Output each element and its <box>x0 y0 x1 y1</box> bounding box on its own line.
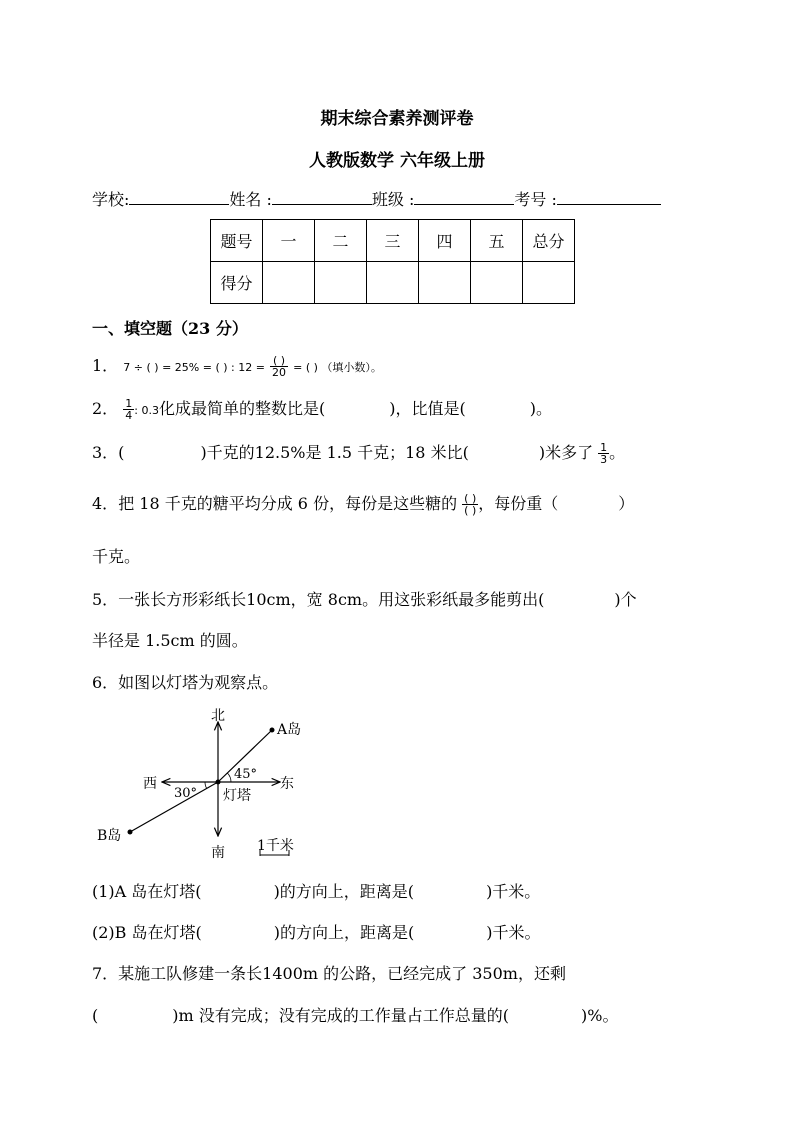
question-4-cont: 千克。 <box>92 547 141 566</box>
score-table <box>210 219 575 304</box>
question-number: 4． <box>92 494 119 513</box>
exam-no-label: 考号 : <box>514 190 557 209</box>
class-label: 班级 : <box>371 190 415 209</box>
q6-2-text: (2)B 岛在灯塔( <box>92 923 202 942</box>
score-cell[interactable] <box>315 262 367 304</box>
score-cell[interactable] <box>523 262 575 304</box>
table-cell: 三 <box>367 220 419 262</box>
q1-expression: 7 ÷ ( ) = 25% = ( ) : 12 = <box>123 361 265 374</box>
a-island-point <box>270 728 275 733</box>
q7-text-3: )%。 <box>581 1006 619 1025</box>
q6-1-text-3: )千米。 <box>486 882 541 901</box>
table-cell: 五 <box>471 220 523 262</box>
q6-2-text-3: )千米。 <box>486 923 541 942</box>
question-6: 6．如图以灯塔为观察点。 <box>92 673 279 692</box>
score-cell[interactable] <box>367 262 419 304</box>
table-cell: 一 <box>263 220 315 262</box>
fraction-denominator: 20 <box>272 366 287 379</box>
q1-fraction <box>270 355 288 378</box>
q2-text: 化成最简单的整数比是( <box>158 399 326 418</box>
east-label: 东 <box>280 776 294 792</box>
q4-text-3: ） <box>618 494 635 513</box>
section-heading: 一、填空题（23 分） <box>92 319 248 338</box>
table-cell: 二 <box>315 220 367 262</box>
question-3 <box>92 440 625 465</box>
q2-fraction <box>123 398 134 421</box>
angle-arc-a <box>227 773 231 782</box>
scale-label: 1千米 <box>257 838 294 854</box>
question-2 <box>92 396 552 421</box>
q4-text-2: ，每份重（ <box>478 494 559 513</box>
question-5 <box>92 587 637 610</box>
table-cell: 总分 <box>523 220 575 262</box>
name-field[interactable] <box>272 188 372 205</box>
q3-fraction <box>598 442 609 465</box>
name-label: 姓名 : <box>229 190 272 209</box>
q7-text: ( <box>92 1006 99 1025</box>
table-cell: 得分 <box>211 262 263 304</box>
q6-1-text: (1)A 岛在灯塔( <box>92 882 202 901</box>
lighthouse-label: 灯塔 <box>223 788 251 804</box>
fraction-numerator: ( ) <box>464 492 477 505</box>
fraction-numerator: ( ) <box>270 355 288 367</box>
angle-arc-b <box>205 782 207 789</box>
q5-text: 5．一张长方形彩纸长10cm，宽 8cm。用这张彩纸最多能剪出( <box>92 590 545 609</box>
exam-no-field[interactable] <box>557 188 661 205</box>
angle-label-b: 30° <box>174 786 198 801</box>
table-cell: 题号 <box>211 220 263 262</box>
q6-1-text-2: )的方向上，距离是( <box>273 882 415 901</box>
q2-text-2: )，比值是( <box>389 399 466 418</box>
q2-text-3: )。 <box>529 399 552 418</box>
score-cell[interactable] <box>419 262 471 304</box>
q4-fraction <box>462 493 478 516</box>
question-number: 3．( <box>92 443 125 462</box>
q5-text-2: )个 <box>614 590 637 609</box>
question-7: 7．某施工队修建一条长1400m 的公路，已经完成了 350m，还剩 <box>92 964 566 983</box>
question-7-cont <box>92 1003 618 1026</box>
q1-expression-end: = ( ) （填小数）。 <box>293 361 382 374</box>
q4-text: 把 18 千克的糖平均分成 6 份，每份是这些糖的 <box>118 494 458 513</box>
q3-text: )千克的12.5%是 1.5 千克；18 米比( <box>200 443 469 462</box>
question-6-sub-1 <box>92 879 540 902</box>
b-island-label: B岛 <box>97 828 122 844</box>
q2-ratio: : 0.3 <box>134 404 159 417</box>
a-island-label: A岛 <box>277 722 302 738</box>
exam-title: 期末综合素养测评卷 <box>320 109 474 129</box>
info-line <box>92 187 661 210</box>
fraction-denominator: 3 <box>600 453 608 466</box>
fraction-numerator: 1 <box>600 441 608 454</box>
table-cell: 四 <box>419 220 471 262</box>
b-island-point <box>128 830 133 835</box>
school-field[interactable] <box>129 188 229 205</box>
q3-text-2: )米多了 <box>538 443 594 462</box>
south-label: 南 <box>211 845 225 861</box>
west-label: 西 <box>143 776 157 792</box>
class-field[interactable] <box>414 188 514 205</box>
fraction-denominator: ( ) <box>464 504 477 517</box>
score-table-header-row <box>211 220 575 262</box>
question-1 <box>92 353 382 378</box>
question-4 <box>92 491 634 516</box>
question-6-sub-2 <box>92 920 541 943</box>
exam-subtitle: 人教版数学 六年级上册 <box>309 151 485 171</box>
q3-end: 。 <box>609 443 626 462</box>
q6-2-text-2: )的方向上，距离是( <box>273 923 415 942</box>
score-cell[interactable] <box>263 262 315 304</box>
north-label: 北 <box>211 708 225 724</box>
lighthouse-direction-figure <box>95 700 325 865</box>
score-cell[interactable] <box>471 262 523 304</box>
question-5-cont: 半径是 1.5cm 的圆。 <box>92 631 248 650</box>
question-number: 1． <box>92 356 119 375</box>
fraction-numerator: 1 <box>125 397 133 410</box>
question-number: 2． <box>92 399 119 418</box>
angle-label-a: 45° <box>234 767 258 782</box>
school-label: 学校: <box>92 190 130 209</box>
lighthouse-point <box>216 780 221 785</box>
fraction-denominator: 4 <box>125 409 133 422</box>
q7-text-2: )m 没有完成；没有完成的工作量占工作总量的( <box>172 1006 509 1025</box>
score-table-score-row <box>211 262 575 304</box>
